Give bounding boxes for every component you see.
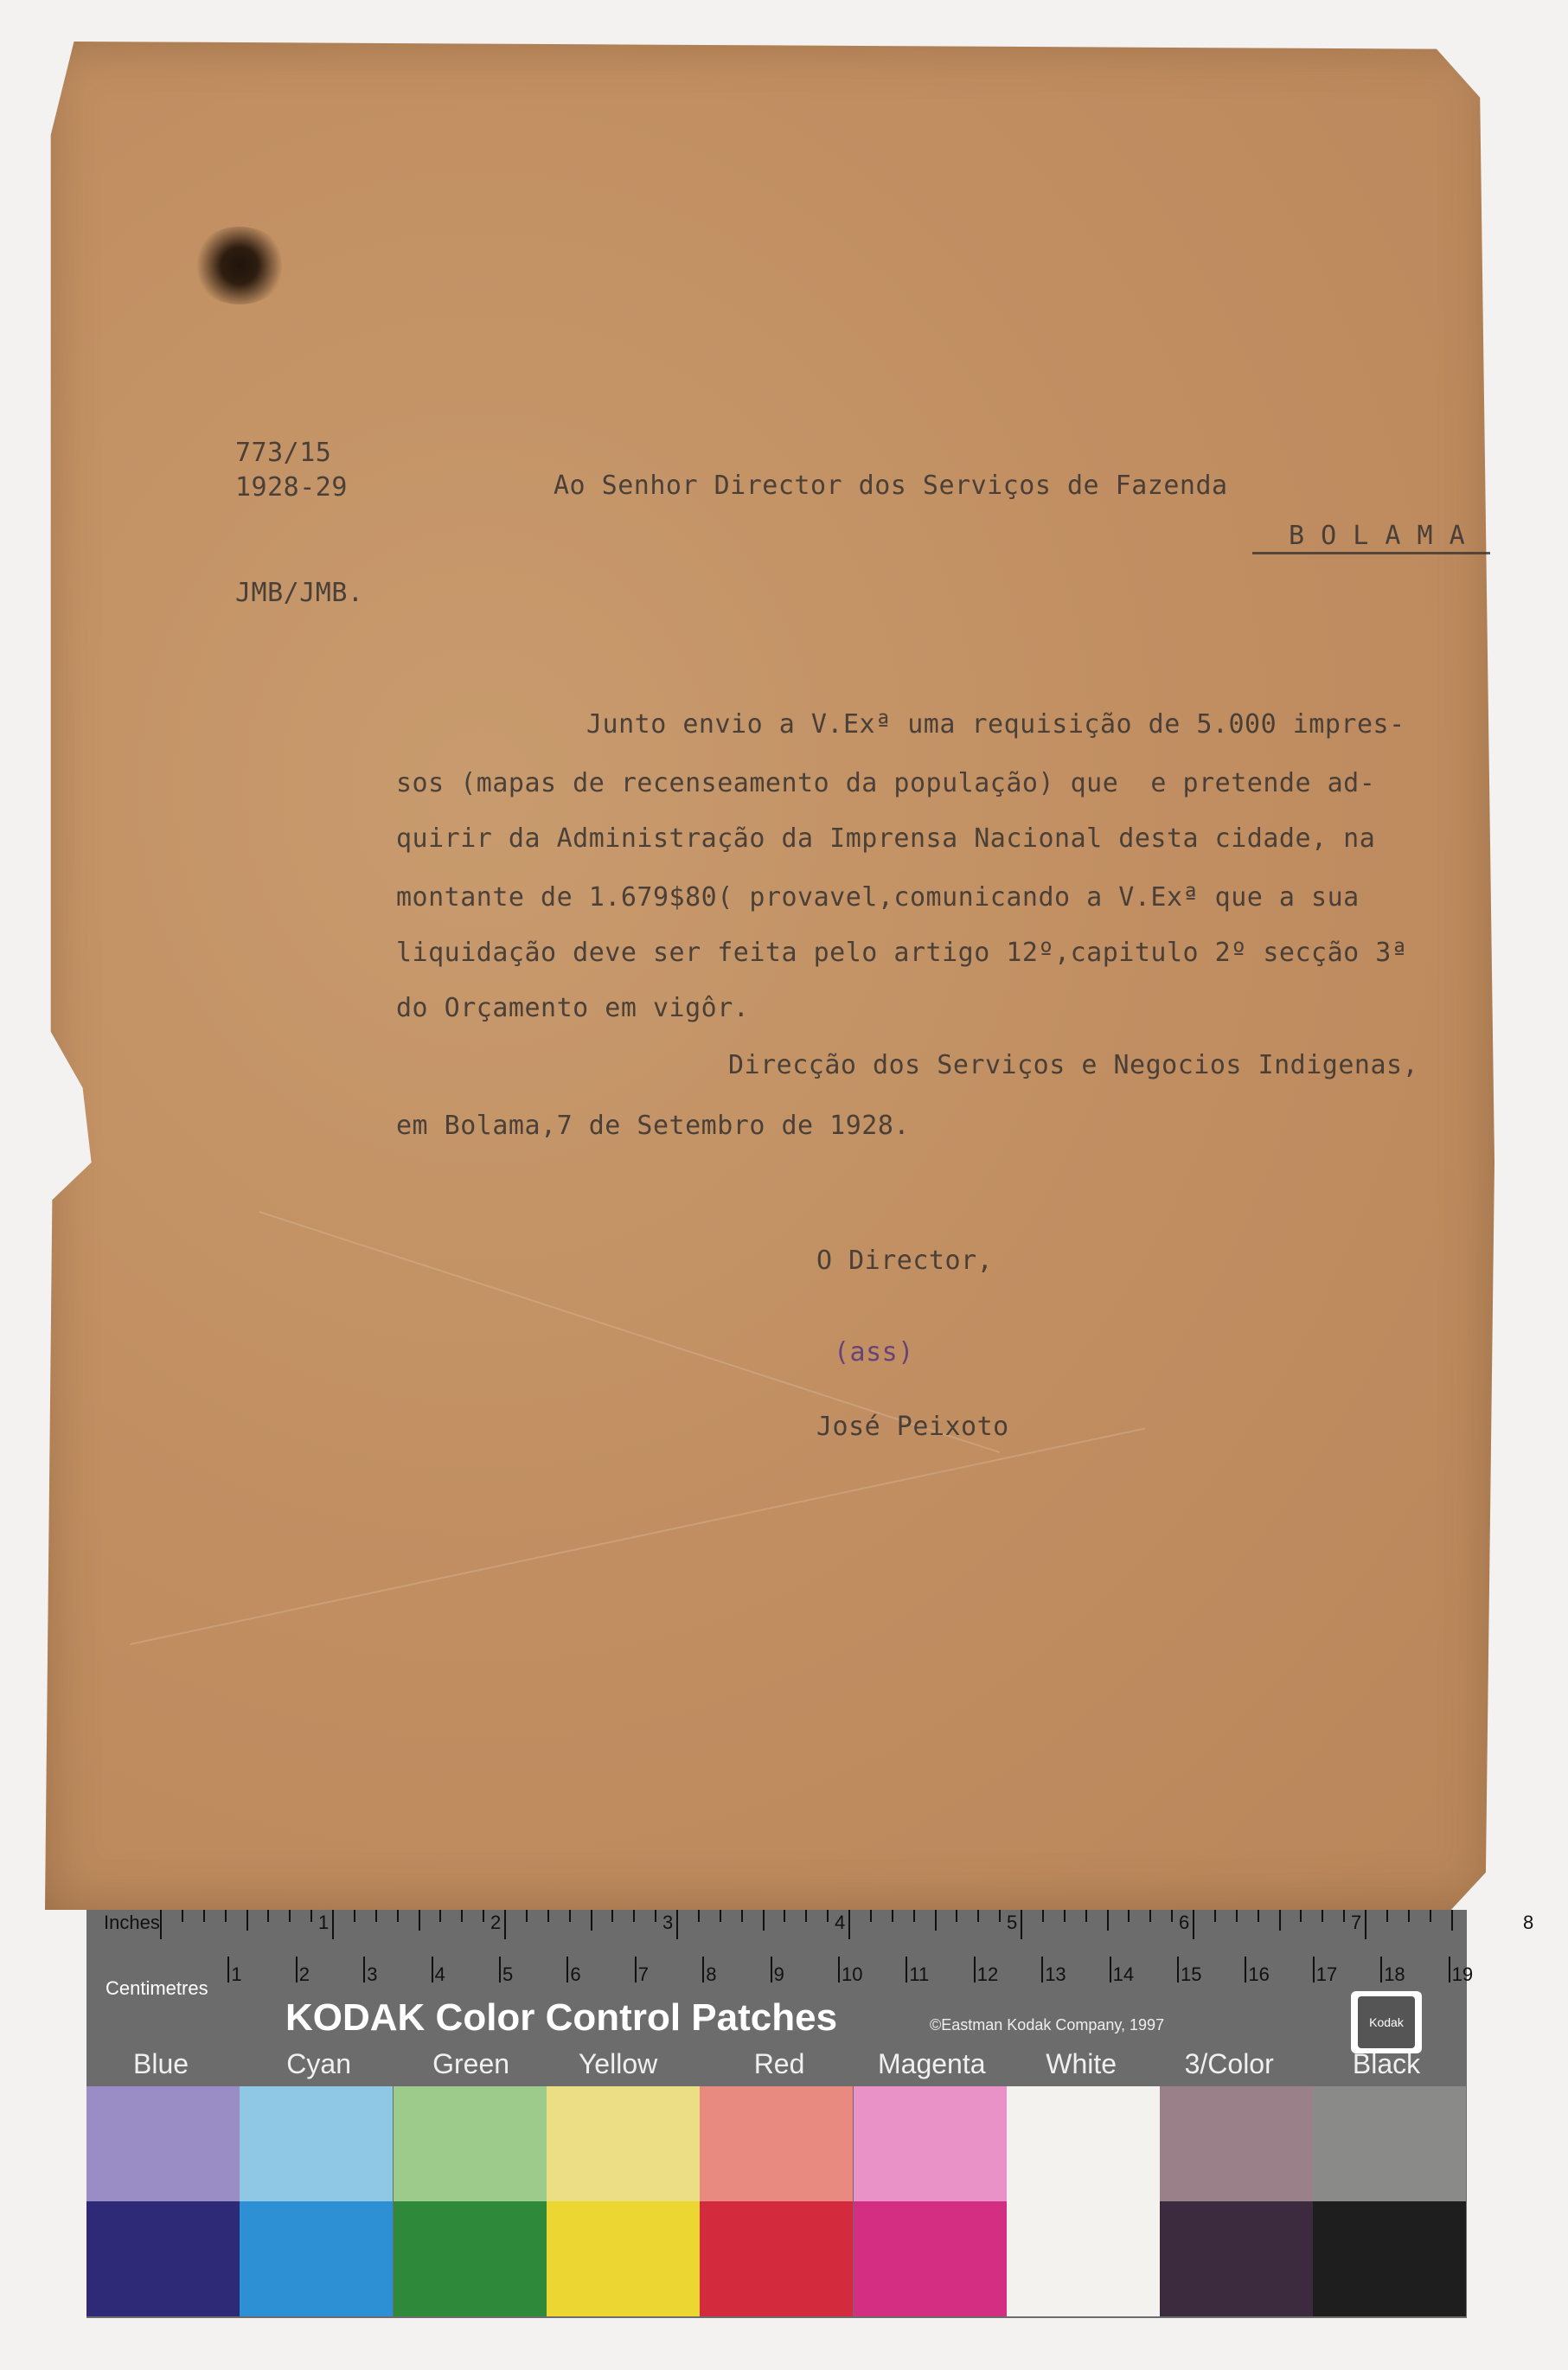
ruler-tick: [892, 1910, 893, 1922]
patch-name: Blue: [133, 2048, 189, 2079]
color-patch-dark: [547, 2201, 700, 2316]
patch-names: [86, 2048, 1467, 2083]
cm-tick: [227, 1957, 229, 1982]
ruler-tick: [375, 1910, 377, 1922]
cm-number: 18: [1384, 1963, 1405, 1985]
destination-place: B O L A M A: [1289, 521, 1466, 551]
cm-tick: [432, 1957, 433, 1982]
ruler-tick: [1171, 1910, 1173, 1922]
ruler-tick: [439, 1910, 441, 1922]
color-patch-dark: [700, 2201, 853, 2316]
cm-tick: [1380, 1957, 1382, 1982]
ruler-tick: [289, 1910, 291, 1922]
ruler-tick: [1021, 1910, 1022, 1939]
cm-tick: [838, 1957, 840, 1982]
color-patch-light: [1160, 2086, 1313, 2201]
cm-number: 3: [367, 1963, 378, 1985]
cm-tick: [1313, 1957, 1315, 1982]
inch-number: 6: [1179, 1912, 1190, 1933]
cm-ruler: [86, 1957, 1474, 1988]
cm-tick: [1110, 1957, 1111, 1982]
ruler-tick: [848, 1910, 850, 1939]
signature-title: O Director,: [816, 1246, 994, 1276]
body-line: montante de 1.679$80( provavel,comunicando a V.Exª que a sua: [396, 882, 1360, 913]
ruler-tick: [1085, 1910, 1087, 1922]
color-patch-light: [700, 2086, 853, 2201]
cm-number: 14: [1112, 1963, 1135, 1985]
ruler-tick: [784, 1910, 785, 1922]
reference-number: 773/15: [235, 438, 332, 468]
inch-number: 1: [318, 1912, 330, 1933]
ruler-tick: [805, 1910, 807, 1922]
color-patch-light: [854, 2086, 1007, 2201]
cm-number: 11: [909, 1963, 930, 1985]
ruler-tick: [483, 1910, 484, 1922]
ruler-tick: [591, 1910, 592, 1931]
patch-name: Red: [753, 2048, 805, 2079]
inch-number: 4: [835, 1912, 846, 1933]
cm-number: 8: [706, 1963, 717, 1985]
inch-ruler: [86, 1910, 1534, 1955]
color-patch-dark: [86, 2201, 240, 2316]
ruler-tick: [246, 1910, 248, 1931]
color-patch-dark: [1160, 2201, 1313, 2316]
ruler-tick: [1408, 1910, 1410, 1922]
ruler-tick: [1300, 1910, 1302, 1922]
kodak-color-card: [86, 1910, 1534, 2318]
cm-number: 9: [773, 1963, 784, 1985]
inch-number: 3: [662, 1912, 674, 1933]
ruler-tick: [698, 1910, 700, 1922]
cm-tick: [1245, 1957, 1246, 1982]
inches-label: Inches: [104, 1912, 160, 1933]
ruler-tick: [611, 1910, 613, 1922]
ink-blot: [192, 227, 287, 304]
ruler-tick: [1258, 1910, 1259, 1922]
ruler-tick: [741, 1910, 743, 1922]
color-patch-light: [394, 2086, 547, 2201]
ruler-tick: [332, 1910, 334, 1939]
patch-name: Yellow: [578, 2048, 658, 2079]
destination-underline: [1252, 552, 1490, 554]
ruler-tick: [461, 1910, 463, 1922]
ruler-tick: [935, 1910, 937, 1931]
patch-name: Magenta: [878, 2048, 986, 2079]
ruler-tick: [1386, 1910, 1388, 1922]
ruler-tick: [633, 1910, 635, 1922]
cm-number: 16: [1248, 1963, 1270, 1985]
ruler-tick: [203, 1910, 205, 1922]
patch-name: 3/Color: [1184, 2048, 1274, 2079]
cm-tick: [566, 1957, 568, 1982]
ruler-tick: [1236, 1910, 1238, 1922]
color-patch-light: [1313, 2086, 1466, 2201]
inch-number: 7: [1351, 1912, 1362, 1933]
closing-date: em Bolama,7 de Setembro de 1928.: [396, 1111, 910, 1141]
card-title: KODAK Color Control Patches: [285, 1996, 838, 2039]
cm-tick: [499, 1957, 501, 1982]
addressee-line: Ao Senhor Director dos Serviços de Fazenda: [554, 471, 1228, 501]
ruler-tick: [1042, 1910, 1044, 1922]
cm-tick: [363, 1957, 365, 1982]
cm-tick: [771, 1957, 772, 1982]
ruler-tick: [419, 1910, 420, 1931]
ruler-tick: [977, 1910, 979, 1922]
cm-tick: [635, 1957, 637, 1982]
ruler-tick: [1343, 1910, 1345, 1922]
ruler-tick: [160, 1910, 162, 1939]
cm-number: 19: [1451, 1963, 1474, 1985]
cm-number: 13: [1045, 1963, 1066, 1985]
color-patch-light: [1007, 2086, 1160, 2201]
centimetres-label: Centimetres: [106, 1977, 208, 1999]
inch-number: 5: [1007, 1912, 1018, 1933]
cm-number: 17: [1315, 1963, 1338, 1985]
ruler-tick: [526, 1910, 528, 1922]
ruler-tick: [1193, 1910, 1194, 1939]
ruler-tick: [225, 1910, 227, 1922]
cm-number: 7: [637, 1963, 650, 1985]
body-line: sos (mapas de recenseamento da população) que e pretende ad-: [396, 768, 1376, 798]
ruler-tick: [763, 1910, 765, 1931]
cm-number: 1: [231, 1963, 242, 1985]
cm-number: 10: [842, 1963, 863, 1985]
ruler-tick: [913, 1910, 915, 1922]
patch-name: Cyan: [286, 2048, 351, 2079]
cm-number: 6: [570, 1963, 581, 1985]
ruler-tick: [870, 1910, 872, 1922]
closing-line: Direcção dos Serviços e Negocios Indigenas,: [728, 1050, 1419, 1080]
ruler-tick: [354, 1910, 355, 1922]
ruler-tick: [310, 1910, 312, 1922]
cm-number: 4: [434, 1963, 445, 1985]
body-line: do Orçamento em vigôr.: [396, 993, 750, 1023]
color-patch-dark: [240, 2201, 393, 2316]
color-patch-light: [547, 2086, 700, 2201]
inch-number: 8: [1523, 1912, 1534, 1933]
ruler-tick: [1430, 1910, 1431, 1922]
ruler-tick: [827, 1910, 829, 1922]
ruler-tick: [1279, 1910, 1281, 1931]
cm-tick: [296, 1957, 298, 1982]
ruler-tick: [956, 1910, 957, 1922]
cm-tick: [1449, 1957, 1450, 1982]
card-copyright: ©Eastman Kodak Company, 1997: [930, 2016, 1165, 2034]
cm-tick: [906, 1957, 907, 1982]
ruler-tick: [1128, 1910, 1130, 1922]
ruler-tick: [182, 1910, 183, 1922]
ruler-tick: [676, 1910, 678, 1939]
ruler-tick: [397, 1910, 399, 1922]
color-patch-dark: [854, 2201, 1007, 2316]
color-patch-light: [86, 2086, 240, 2201]
color-patch-dark: [1007, 2201, 1160, 2316]
cm-tick: [1177, 1957, 1179, 1982]
ruler-tick: [999, 1910, 1001, 1922]
ruler-tick: [1214, 1910, 1216, 1922]
cm-tick: [974, 1957, 976, 1982]
ruler-tick: [1064, 1910, 1066, 1922]
kodak-logo: [1351, 1991, 1422, 2053]
ruler-tick: [1451, 1910, 1453, 1931]
kodak-logo-text: Kodak: [1358, 1996, 1415, 2048]
patch-name: Green: [432, 2048, 510, 2079]
ruler-tick: [655, 1910, 656, 1922]
document-paper: [45, 42, 1494, 1910]
ruler-tick: [1149, 1910, 1151, 1922]
cm-number: 5: [502, 1963, 514, 1985]
ruler-tick: [569, 1910, 571, 1922]
color-patch-dark: [1313, 2201, 1466, 2316]
cm-number: 15: [1181, 1963, 1202, 1985]
cm-tick: [702, 1957, 704, 1982]
body-line: Junto envio a V.Exª uma requisição de 5.000 impres-: [586, 709, 1405, 740]
ruler-tick: [504, 1910, 506, 1939]
body-line: liquidação deve ser feita pelo artigo 12º,capitulo 2º secção 3ª: [396, 938, 1408, 968]
signature-name: José Peixoto: [816, 1412, 1009, 1442]
color-patch-light: [240, 2086, 393, 2201]
cm-tick: [1041, 1957, 1043, 1982]
ruler-tick: [1365, 1910, 1366, 1939]
ruler-tick: [267, 1910, 269, 1922]
ruler-tick: [547, 1910, 549, 1922]
typist-initials: JMB/JMB.: [235, 578, 364, 608]
cm-number: 12: [976, 1963, 999, 1985]
body-line: quirir da Administração da Imprensa Nacional desta cidade, na: [396, 823, 1376, 854]
cm-number: 2: [298, 1963, 310, 1985]
patch-name: Black: [1352, 2048, 1421, 2079]
ruler-tick: [1107, 1910, 1109, 1931]
patch-name: White: [1046, 2048, 1117, 2079]
reference-years: 1928-29: [235, 472, 348, 503]
ruler-tick: [720, 1910, 721, 1922]
inch-number: 2: [490, 1912, 502, 1933]
ruler-tick: [1322, 1910, 1323, 1922]
color-patch-dark: [394, 2201, 547, 2316]
signature-note: (ass): [834, 1337, 914, 1368]
